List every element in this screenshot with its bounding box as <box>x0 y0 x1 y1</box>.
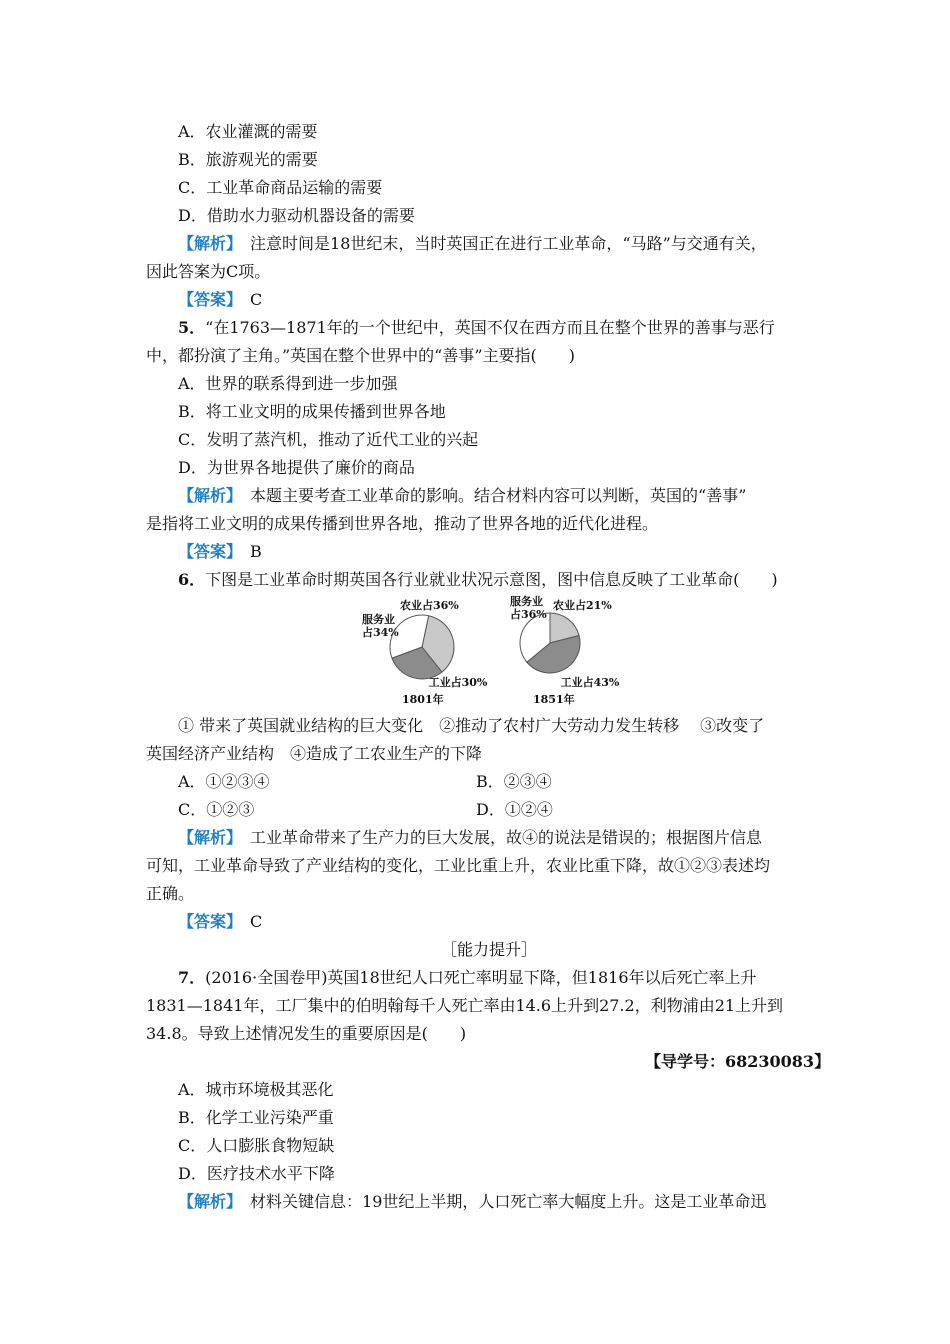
q7-analysis-text-l1: 材料关键信息：19世纪上半期，人口死亡率大幅度上升。这是工业革命迅 <box>250 1192 767 1211</box>
q4-option-c: C．工业革命商品运输的需要 <box>178 178 383 197</box>
q5-number: 5． <box>178 318 206 337</box>
q5-option-d: D．为世界各地提供了廉价的商品 <box>178 458 415 477</box>
pie-charts-svg <box>350 595 650 707</box>
pie-slice-label: 农业占36% <box>400 599 459 612</box>
q7-analysis <box>178 1192 766 1212</box>
q7-option-a: A．城市环境极其恶化 <box>178 1080 334 1099</box>
q7-number: 7． <box>178 968 206 987</box>
pie-slice-label: 工业占30% <box>428 676 488 689</box>
q6-stem-text: 下图是工业革命时期英国各行业就业状况示意图，图中信息反映了工业革命( ) <box>205 570 778 589</box>
analysis-tag: 【解析】 <box>178 1192 235 1211</box>
q5-answer <box>178 542 262 562</box>
q7-stem-l1 <box>178 968 757 988</box>
q6-number: 6． <box>178 570 206 589</box>
q4-analysis-text-l2: 因此答案为C项。 <box>146 262 271 281</box>
q4-answer <box>178 290 262 310</box>
q6-option-a: A．①②③④ <box>178 772 270 791</box>
q6-option-d: D．①②④ <box>476 800 553 819</box>
q7-option-b: B．化学工业污染严重 <box>178 1108 334 1127</box>
q5-option-c: C．发明了蒸汽机，推动了近代工业的兴起 <box>178 430 479 449</box>
pie-slice-label: 占36% <box>510 608 547 621</box>
q4-option-a: A．农业灌溉的需要 <box>178 122 318 141</box>
q6-analysis-text-l2: 可知，工业革命导致了产业结构的变化，工业比重上升，农业比重下降，故①②③表述均 <box>146 856 771 875</box>
q6-answer-value: C <box>250 912 263 931</box>
pie-slice-label: 工业占43% <box>560 676 620 689</box>
q4-option-b: B．旅游观光的需要 <box>178 150 318 169</box>
pie-chart-title: 1851年 <box>533 693 575 706</box>
q6-analysis-text-l3: 正确。 <box>146 884 195 903</box>
q7-stem-l2: 1831—1841年，工厂集中的伯明翰每千人死亡率由14.6上升到27.2，利物浦由21上升到 <box>146 996 784 1015</box>
q5-analysis <box>178 486 746 506</box>
q5-option-a: A．世界的联系得到进一步加强 <box>178 374 398 393</box>
analysis-tag: 【解析】 <box>178 486 235 505</box>
pie-slice-label: 服务业 <box>510 595 543 608</box>
section-heading: ［能力提升］ <box>441 940 538 959</box>
q6-option-c: C．①②③ <box>178 800 255 819</box>
pie-slice-label: 占34% <box>362 626 399 639</box>
q6-items-l1: ① 带来了英国就业结构的巨大变化 ②推动了农村广大劳动力发生转移 ③改变了 <box>178 716 765 735</box>
q4-analysis <box>178 234 767 254</box>
pie-slice-label: 农业占21% <box>553 599 612 612</box>
q6-option-b: B．②③④ <box>476 772 552 791</box>
q7-guide-number: 【导学号：68230083】 <box>645 1052 831 1071</box>
analysis-tag: 【解析】 <box>178 234 235 253</box>
q6-analysis <box>178 828 762 848</box>
pie-chart-title: 1801年 <box>402 693 444 706</box>
q6-stem <box>178 570 778 590</box>
q7-option-d: D．医疗技术水平下降 <box>178 1164 335 1183</box>
q5-answer-value: B <box>250 542 262 561</box>
q7-stem-l3: 34.8。导致上述情况发生的重要原因是( ) <box>146 1024 467 1043</box>
answer-tag: 【答案】 <box>178 542 235 561</box>
q4-analysis-text-l1: 注意时间是18世纪末，当时英国正在进行工业革命，“马路”与交通有关， <box>250 234 767 253</box>
analysis-tag: 【解析】 <box>178 828 235 847</box>
q4-option-d: D．借助水力驱动机器设备的需要 <box>178 206 415 225</box>
q6-items-l2: 英国经济产业结构 ④造成了工农业生产的下降 <box>146 744 483 763</box>
q5-analysis-text-l1: 本题主要考查工业革命的影响。结合材料内容可以判断，英国的“善事” <box>250 486 747 505</box>
q7-stem-text-l1: (2016·全国卷甲)英国18世纪人口死亡率明显下降，但1816年以后死亡率上升 <box>205 968 757 987</box>
q6-answer <box>178 912 262 932</box>
q7-option-c: C．人口膨胀食物短缺 <box>178 1136 335 1155</box>
employment-pie-charts <box>350 595 650 707</box>
q4-answer-value: C <box>250 290 263 309</box>
q5-stem-l2: 中，都扮演了主角。”英国在整个世界中的“善事”主要指( ) <box>146 346 576 365</box>
pie-slice-label: 服务业 <box>362 613 395 626</box>
answer-tag: 【答案】 <box>178 912 235 931</box>
q6-analysis-text-l1: 工业革命带来了生产力的巨大发展，故④的说法是错误的；根据图片信息 <box>250 828 763 847</box>
q5-option-b: B．将工业文明的成果传播到世界各地 <box>178 402 446 421</box>
q5-stem-text-l1: “在1763—1871年的一个世纪中，英国不仅在西方而且在整个世界的善事与恶行 <box>205 318 775 337</box>
q5-analysis-text-l2: 是指将工业文明的成果传播到世界各地，推动了世界各地的近代化进程。 <box>146 514 659 533</box>
q5-stem-l1 <box>178 318 775 338</box>
answer-tag: 【答案】 <box>178 290 235 309</box>
